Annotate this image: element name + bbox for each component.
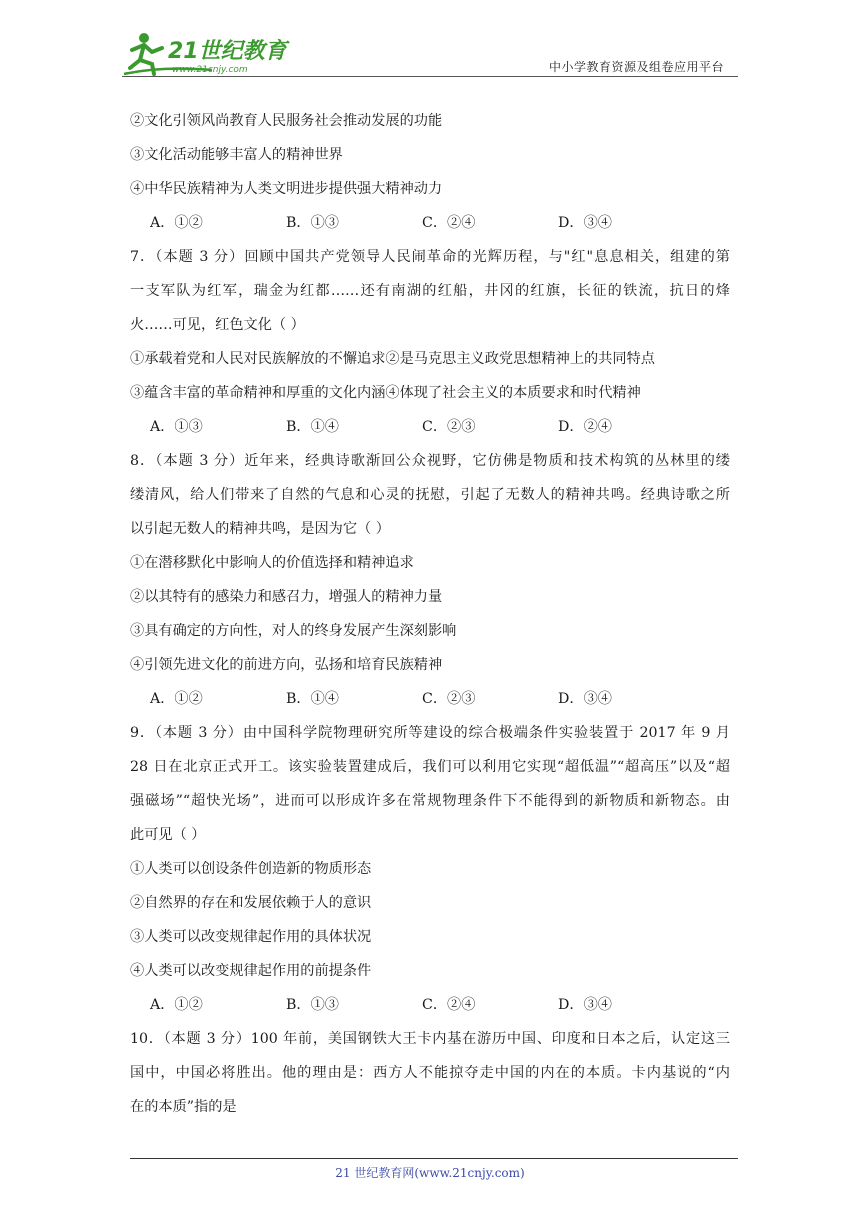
q6-item-3: ③文化活动能够丰富人的精神世界 bbox=[130, 147, 343, 163]
q9-option-d[interactable]: D．③④ bbox=[558, 997, 612, 1013]
svg-text:21世纪教育: 21世纪教育 bbox=[168, 39, 287, 64]
footer-link[interactable]: 21 世纪教育网(www.21cnjy.com) bbox=[335, 1166, 525, 1180]
q9-stem-line: 28 日在北京正式开工。该实验装置建成后，我们可以利用它实现“超低温”“超高压”以及“超 bbox=[130, 759, 730, 775]
q7-option-b[interactable]: B．①④ bbox=[286, 419, 339, 435]
q7-option-d[interactable]: D．②④ bbox=[558, 419, 612, 435]
q7-option-c[interactable]: C．②③ bbox=[422, 419, 476, 435]
q8-options bbox=[130, 682, 730, 716]
q8-option-c[interactable]: C．②③ bbox=[422, 691, 476, 707]
q9-item: ①人类可以创设条件创造新的物质形态 bbox=[130, 861, 372, 877]
q9-stem bbox=[130, 716, 730, 852]
q8-option-d[interactable]: D．③④ bbox=[558, 691, 612, 707]
q7-item: ③蕴含丰富的革命精神和厚重的文化内涵④体现了社会主义的本质要求和时代精神 bbox=[130, 385, 641, 401]
q9-option-c[interactable]: C．②④ bbox=[422, 997, 476, 1013]
q6-option-a[interactable]: A．①② bbox=[150, 215, 203, 231]
footer-divider bbox=[130, 1158, 738, 1159]
q10-stem bbox=[130, 1022, 730, 1124]
q7-stem-line: 一支军队为红军，瑞金为红都……还有南湖的红船，井冈的红旗，长征的铁流，抗日的烽 bbox=[130, 283, 730, 299]
platform-name: 中小学教育资源及组卷应用平台 bbox=[548, 60, 724, 74]
q8-item: ①在潜移默化中影响人的价值选择和精神追求 bbox=[130, 555, 414, 571]
q6-option-d[interactable]: D．③④ bbox=[558, 215, 612, 231]
q9-item: ③人类可以改变规律起作用的具体状况 bbox=[130, 929, 372, 945]
q6-item-2: ②文化引领风尚教育人民服务社会推动发展的功能 bbox=[130, 113, 443, 129]
q8-item: ③具有确定的方向性，对人的终身发展产生深刻影响 bbox=[130, 623, 457, 639]
q10-stem-line: 10．（本题 3 分）100 年前，美国钢铁大王卡内基在游历中国、印度和日本之后，认定这三 bbox=[130, 1031, 730, 1047]
site-logo[interactable] bbox=[122, 30, 292, 82]
q9-option-b[interactable]: B．①③ bbox=[286, 997, 339, 1013]
q6-options bbox=[130, 206, 730, 240]
q7-item: ①承载着党和人民对民族解放的不懈追求②是马克思主义政党思想精神上的共同特点 bbox=[130, 351, 655, 367]
q9-stem-line: 9．（本题 3 分）由中国科学院物理研究所等建设的综合极端条件实验装置于 2017 年 9 月 bbox=[130, 725, 730, 741]
q6-option-b[interactable]: B．①③ bbox=[286, 215, 339, 231]
q8-item: ②以其特有的感染力和感召力，增强人的精神力量 bbox=[130, 589, 443, 605]
q7-stem-line: 火……可见，红色文化（ ） bbox=[130, 317, 305, 333]
exam-content bbox=[130, 104, 730, 1124]
q9-item: ②自然界的存在和发展依赖于人的意识 bbox=[130, 895, 372, 911]
q8-stem-line: 8．（本题 3 分）近年来，经典诗歌渐回公众视野，它仿佛是物质和技术构筑的丛林里的缕 bbox=[130, 453, 730, 469]
q8-option-a[interactable]: A．①② bbox=[150, 691, 203, 707]
q9-stem-line: 此可见（ ） bbox=[130, 827, 206, 843]
q8-stem bbox=[130, 444, 730, 546]
q6-option-c[interactable]: C．②④ bbox=[422, 215, 476, 231]
q7-options bbox=[130, 410, 730, 444]
q9-item: ④人类可以改变规律起作用的前提条件 bbox=[130, 963, 372, 979]
q7-option-a[interactable]: A．①③ bbox=[150, 419, 203, 435]
q8-stem-line: 缕清风，给人们带来了自然的气息和心灵的抚慰，引起了无数人的精神共鸣。经典诗歌之所 bbox=[130, 487, 730, 503]
q10-stem-line: 国中，中国必将胜出。他的理由是：西方人不能掠夺走中国的内在的本质。卡内基说的“内 bbox=[130, 1065, 730, 1081]
q7-stem-line: 7．（本题 3 分）回顾中国共产党领导人民闹革命的光辉历程，与"红"息息相关，组建的第 bbox=[130, 249, 730, 265]
svg-text:www.21cnjy.com: www.21cnjy.com bbox=[172, 65, 248, 75]
header-divider bbox=[122, 76, 738, 77]
q6-item-4: ④中华民族精神为人类文明进步提供强大精神动力 bbox=[130, 181, 443, 197]
q9-option-a[interactable]: A．①② bbox=[150, 997, 203, 1013]
q9-options bbox=[130, 988, 730, 1022]
q8-stem-line: 以引起无数人的精神共鸣，是因为它（ ） bbox=[130, 521, 390, 537]
q10-stem-line: 在的本质”指的是 bbox=[130, 1099, 237, 1115]
q7-stem bbox=[130, 240, 730, 342]
q8-item: ④引领先进文化的前进方向，弘扬和培育民族精神 bbox=[130, 657, 443, 673]
page-header bbox=[0, 0, 860, 84]
runner-logo-icon bbox=[122, 30, 292, 82]
q8-option-b[interactable]: B．①④ bbox=[286, 691, 339, 707]
q9-stem-line: 强磁场”“超快光场”，进而可以形成许多在常规物理条件下不能得到的新物质和新物态。由 bbox=[130, 793, 730, 809]
